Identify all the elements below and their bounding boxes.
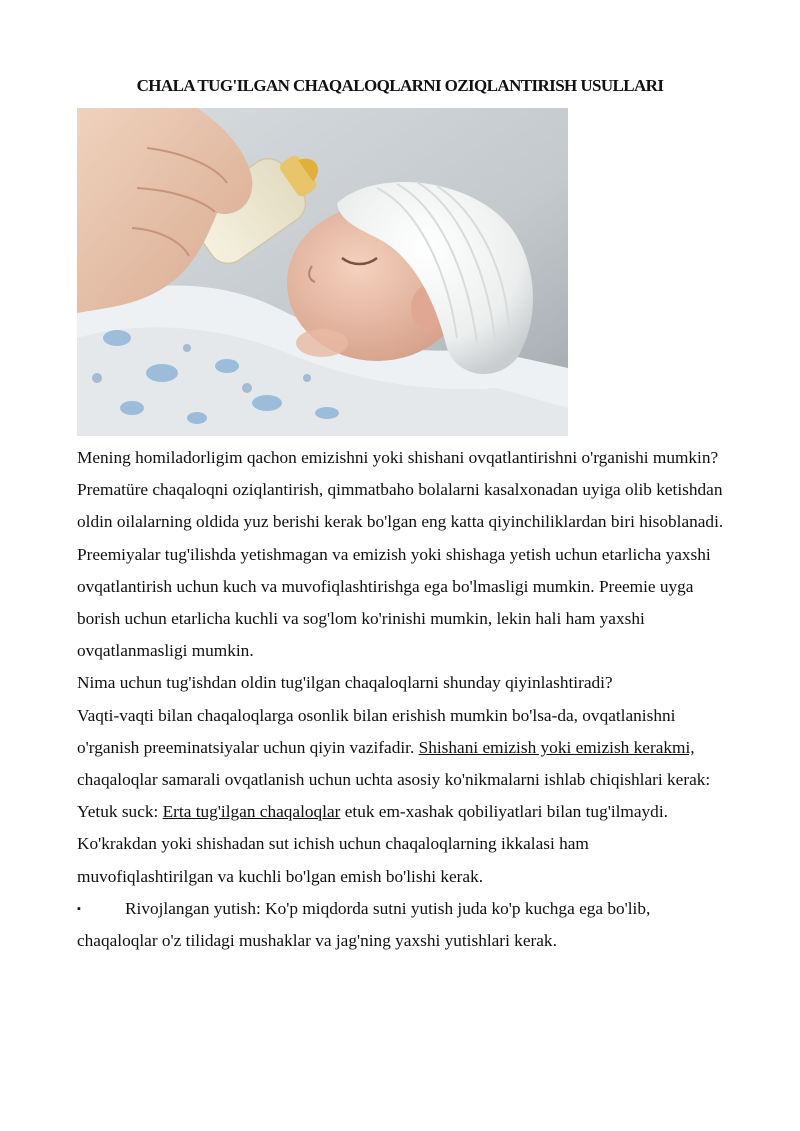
question-paragraph: Mening homiladorligim qachon emizishni yoki shishani ovqatlantirishni o'rganishi mumkin? — [77, 448, 719, 467]
bullet-text: Rivojlangan yutish: Ko'p miqdorda sutni yutish juda ko'p kuchga ega bo'lib, chaqaloqlar o'z tilidagi mushaklar va jag'ning yaxshi yutishlari kerak. — [77, 898, 651, 951]
subheading-question: Nima uchun tug'ishdan oldin tug'ilgan chaqaloqlarni shunday qiyinlashtiradi? — [77, 673, 613, 693]
premature-babies-link[interactable]: Erta tug'ilgan chaqaloqlar — [162, 802, 341, 822]
list-item — [77, 893, 727, 957]
skills-text-part3: etuk em-xashak qobiliyatlari bilan tug'ilmaydi. Ko'krakdan yoki shishadan sut ichish uchun chaqaloqlarning ikkalasi ham muvofiqlashtirilgan va kuchli bo'lgan emish bo'lishi kerak. — [77, 802, 668, 886]
skills-text-part2: chaqaloqlar samarali ovqatlanish uchun uchta asosiy ko'nikmalarni ishlab chiqishlari kerak: Yetuk suck: — [77, 770, 711, 822]
skills-paragraph — [77, 700, 727, 893]
page-title: CHALA TUG'ILGAN CHAQALOQLARNI OZIQLANTIRISH USULLARI — [136, 76, 664, 95]
skills-text-part1: Vaqti-vaqti bilan chaqaloqlarga osonlik bilan erishish mumkin bo'lsa-da, ovqatlanishni o'rganish preeminatsiyalar uchun qiyin vazifadir. — [77, 705, 676, 757]
bullet-marker-icon: ▪ — [77, 902, 81, 915]
bottle-or-breastfeed-link[interactable]: Shishani emizish yoki emizish kerakmi, — [418, 737, 695, 757]
baby-bottle-feeding-photo — [77, 108, 568, 436]
article-body — [77, 442, 727, 957]
intro-paragraph: Prematüre chaqaloqni oziqlantirish, qimmatbaho bolalarni kasalxonadan uyiga olib ketishdan oldin oilalarning oldida yuz berishi kerak bo'lgan eng katta qiyinchiliklardan biri hisoblanadi. Preemiyalar tug'ilishda yetishmagan va emizish yoki shishaga yetish uchun etarlicha yaxshi ovqatlantirish uchun kuch va muvofiqlashtirishga ega bo'lmasligi mumkin. Preemie uyga borish uchun etarlicha kuchli va sog'lom ko'rinishi mumkin, lekin hali ham yaxshi ovqatlanmasligi mumkin. — [77, 480, 724, 661]
